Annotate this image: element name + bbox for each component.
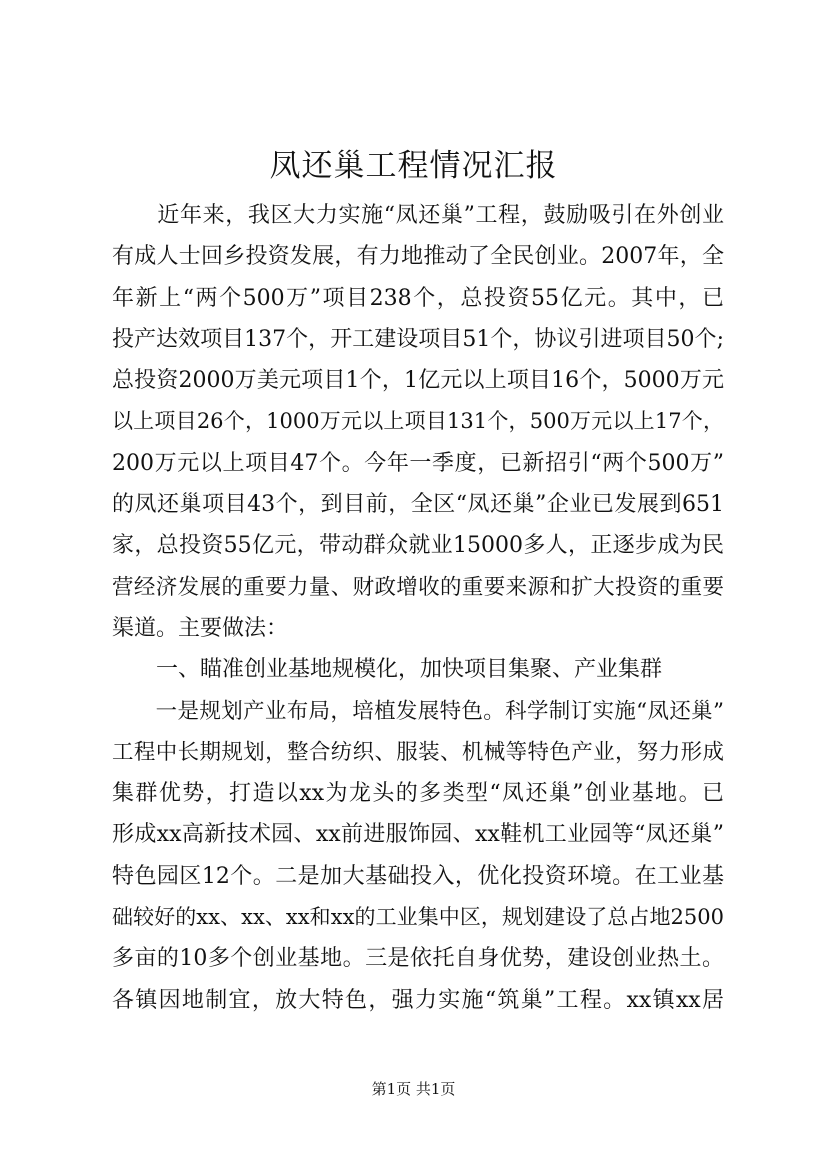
- body-line: 近年来，我区大力实施“凤还巢”工程，鼓励吸引在外创业: [112, 203, 724, 228]
- body-line: 渠道。主要做法：: [112, 615, 289, 641]
- body-line: 特色园区12个。二是加大基础投入，优化投资环境。在工业基: [112, 863, 724, 889]
- section-heading: 一、瞄准创业基地规模化，加快项目集聚、产业集群: [112, 657, 663, 683]
- body-line: 形成xx高新技术园、xx前进服饰园、xx鞋机工业园等“凤还巢”: [112, 822, 724, 848]
- body-line: 营经济发展的重要力量、财政增收的重要来源和扩大投资的重要: [112, 574, 724, 600]
- body-line: 的凤还巢项目43个，到目前，全区“凤还巢”企业已发展到651: [112, 492, 724, 518]
- body-line: 工程中长期规划，整合纺织、服装、机械等特色产业，努力形成: [112, 739, 724, 765]
- body-line: 各镇因地制宜，放大特色，强力实施“筑巢”工程。xx镇xx居: [112, 987, 724, 1013]
- document-body: [112, 195, 724, 1021]
- body-line: 年新上“两个500万”项目238个，总投资55亿元。其中，已: [112, 285, 724, 311]
- body-line: 总投资2000万美元项目1个，1亿元以上项目16个，5000万元: [112, 368, 724, 394]
- body-line: 础较好的xx、xx、xx和xx的工业集中区，规划建设了总占地2500: [112, 905, 724, 930]
- body-line: 有成人士回乡投资发展，有力地推动了全民创业。2007年，全: [112, 244, 724, 270]
- page-number-footer: 第1页 共1页: [371, 1080, 456, 1098]
- body-line: 集群优势，打造以xx为龙头的多类型“凤还巢”创业基地。已: [112, 781, 724, 807]
- body-line: 投产达效项目137个，开工建设项目51个，协议引进项目50个;: [112, 326, 724, 352]
- document-title: 凤还巢工程情况汇报: [269, 148, 558, 184]
- body-line: 家，总投资55亿元，带动群众就业15000多人，正逐步成为民: [112, 533, 724, 559]
- body-line: 多亩的10多个创业基地。三是依托自身优势，建设创业热土。: [112, 946, 724, 972]
- body-line: 200万元以上项目47个。今年一季度，已新招引“两个500万”: [112, 450, 724, 476]
- body-line: 一是规划产业布局，培植发展特色。科学制订实施“凤还巢”: [112, 698, 724, 724]
- body-line: 以上项目26个，1000万元以上项目131个，500万元以上17个，: [112, 409, 724, 434]
